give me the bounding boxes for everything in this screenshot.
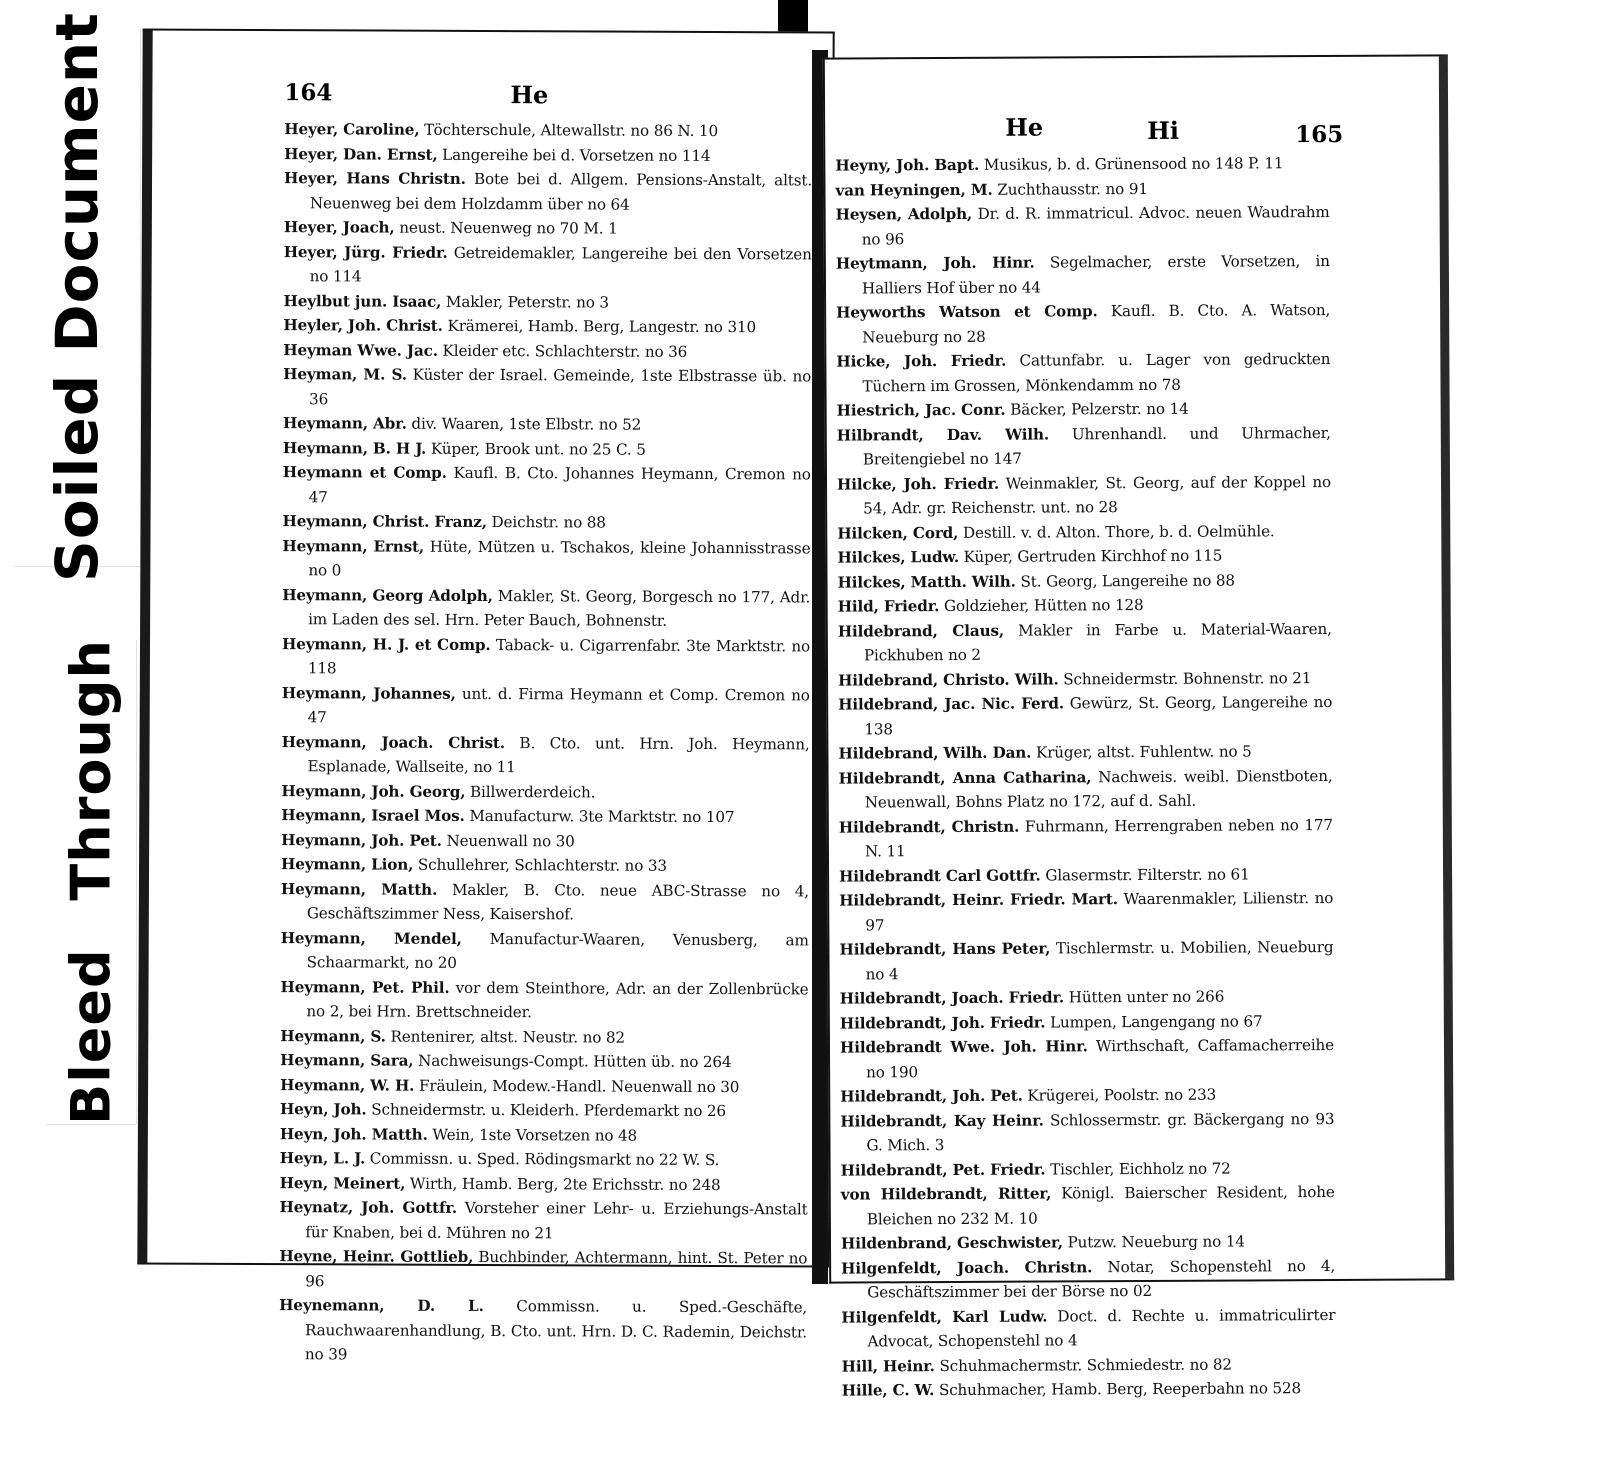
entry-details: unt. d. Firma Heymann et Comp. Cremon no 47: [307, 684, 810, 727]
directory-entry: [840, 1033, 1334, 1085]
entry-details: Lumpen, Langengang no 67: [1045, 1011, 1263, 1031]
entry-details: Makler in Farbe u. Material-Waaren, Pickhuben no 2: [863, 619, 1332, 665]
entry-details: Schuhmacher, Hamb. Berg, Reeperbahn no 528: [934, 1379, 1302, 1400]
entry-details: Krüger, altst. Fuhlentw. no 5: [1031, 742, 1252, 762]
entry-name: Hicke, Joh. Friedr.: [836, 351, 1007, 371]
entry-details: Nachweis. weibl. Dienstboten, Neuenwall, Bohns Platz no 172, auf d. Sahl.: [864, 766, 1333, 812]
directory-entry: [837, 567, 1331, 594]
entry-details: Küster der Israel. Gemeinde, 1ste Elbstrasse üb. no 36: [309, 365, 812, 408]
entry-name: Hilckes, Matth. Wilh.: [837, 572, 1016, 592]
directory-entry: [282, 509, 810, 536]
directory-entry: [280, 1073, 808, 1100]
directory-entry: [838, 592, 1332, 619]
entry-details: Goldzieher, Hütten no 128: [939, 595, 1144, 616]
entry-details: Schneidermstr. u. Kleiderh. Pferdemarkt no 26: [366, 1100, 727, 1121]
entry-details: Gewürz, St. Georg, Langereihe no 138: [864, 692, 1333, 738]
left-running-head: He: [510, 80, 549, 110]
entry-name: Hilcken, Cord,: [837, 523, 959, 543]
entry-name: Heymann, Mendel,: [280, 928, 462, 948]
entry-name: Heysen, Adolph,: [835, 204, 973, 224]
directory-entry: [284, 117, 812, 144]
right-running-head-left: He: [1005, 112, 1044, 142]
entry-name: Heymann, Lion,: [281, 855, 414, 874]
entry-name: Hildebrandt, Christn.: [838, 817, 1020, 837]
directory-entry: [836, 347, 1330, 399]
directory-entry: [284, 215, 812, 242]
entry-name: Heyer, Hans Christn.: [284, 169, 466, 188]
entry-name: Heymann, Abr.: [282, 414, 407, 433]
directory-entry: [284, 166, 812, 217]
entry-details: Schneidermstr. Bohnenstr. no 21: [1058, 668, 1312, 688]
entry-name: Heyn, Joh.: [279, 1100, 367, 1119]
entry-name: Heynemann, D. L.: [279, 1296, 484, 1315]
entry-name: Heymann, W. H.: [280, 1075, 415, 1095]
entry-details: Langereihe bei d. Vorsetzen no 114: [437, 145, 711, 165]
entry-details: Makler, St. Georg, Borgesch no 177, Adr. im Laden des sel. Hrn. Peter Bauch, Bohnenstr.: [308, 586, 811, 630]
entry-name: Hildebrandt, Heinr. Friedr. Mart.: [839, 890, 1118, 910]
directory-entry: [280, 1171, 808, 1198]
entry-details: Schullehrer, Schlachterstr. no 33: [413, 855, 667, 875]
entry-details: Schuhmachermstr. Schmiedestr. no 82: [934, 1355, 1232, 1375]
entry-name: Hild, Friedr.: [837, 597, 940, 616]
left-entry-list: [279, 117, 812, 1369]
entry-details: Kaufl. B. Cto. A. Watson, Neueburg no 28: [862, 300, 1331, 346]
directory-entry: [839, 763, 1333, 815]
entry-name: Heytmann, Joh. Hinr.: [835, 253, 1035, 273]
entry-details: Königl. Baierscher Resident, hohe Bleichen no 232 M. 10: [866, 1182, 1335, 1228]
entry-details: Taback- u. Cigarrenfabr. 3te Marktstr. no 118: [307, 635, 811, 678]
directory-entry: [838, 665, 1332, 692]
directory-entry: [839, 886, 1333, 938]
entry-name: Heymann, Johannes,: [281, 683, 456, 703]
directory-entry: [836, 200, 1330, 252]
directory-entry: [842, 1351, 1336, 1378]
entry-name: Heylbut jun. Isaac,: [283, 291, 442, 311]
entry-details: Fräulein, Modew.-Handl. Neuenwall no 30: [414, 1076, 740, 1096]
entry-details: Wein, 1ste Vorsetzen no 48: [427, 1125, 638, 1145]
directory-entry: [280, 1024, 808, 1051]
entry-details: Fuhrmann, Herrengraben neben no 177 N. 11: [864, 815, 1333, 861]
entry-name: Heymann, Matth.: [280, 879, 438, 899]
entry-name: Heymann, S.: [280, 1026, 386, 1046]
entry-name: Hildebrand, Claus,: [837, 621, 1005, 641]
entry-name: Heymann, H. J. et Comp.: [281, 634, 491, 654]
directory-entry: [836, 298, 1330, 350]
directory-entry: [837, 420, 1331, 472]
directory-entry: [840, 1008, 1334, 1035]
directory-entry: [841, 1155, 1335, 1182]
entry-name: Heyer, Joach,: [283, 218, 395, 237]
entry-details: Destill. v. d. Alton. Thore, b. d. Oelmühle.: [958, 521, 1275, 542]
directory-entry: [284, 240, 812, 291]
entry-details: Makler, Peterstr. no 3: [441, 292, 610, 312]
entry-name: Hilgenfeldt, Joach. Christn.: [841, 1257, 1093, 1278]
entry-details: div. Waaren, 1ste Elbstr. no 52: [406, 414, 642, 434]
entry-details: vor dem Steinthore, Adr. an der Zollenbrücke no 2, bei Hrn. Brettschneider.: [306, 978, 809, 1022]
directory-entry: [280, 975, 808, 1026]
entry-details: Krämerei, Hamb. Berg, Langestr. no 310: [442, 316, 757, 337]
directory-entry: [280, 1097, 808, 1124]
entry-details: Notar, Schopenstehl no 4, Geschäftszimmer bei der Börse no 02: [867, 1256, 1336, 1302]
entry-details: Dr. d. R. immatricul. Advoc. neuen Waudrahm no 96: [861, 202, 1330, 248]
entry-details: Nachweisungs-Compt. Hütten üb. no 264: [413, 1051, 732, 1072]
entry-details: Manufacturw. 3te Marktstr. no 107: [464, 806, 735, 827]
entry-name: Heyer, Caroline,: [284, 120, 420, 139]
entry-name: Heyman, M. S.: [283, 365, 407, 384]
entry-details: Doct. d. Rechte u. immatriculirter Advocat, Schopenstehl no 4: [867, 1305, 1336, 1351]
bleed-through-label: Bleed Through: [59, 639, 123, 1125]
bleed-through-tab: [46, 640, 136, 1124]
entry-name: Hildebrand, Jac. Nic. Ferd.: [838, 694, 1065, 714]
entry-name: Heymann, Ernst,: [282, 536, 425, 556]
entry-details: Glasermstr. Filterstr. no 61: [1040, 864, 1250, 885]
right-page: [823, 54, 1454, 1400]
directory-entry: [282, 534, 810, 585]
entry-name: Hildebrandt Carl Gottfr.: [839, 866, 1041, 886]
entry-details: Töchterschule, Altewallstr. no 86 N. 10: [419, 120, 719, 141]
directory-entry: [283, 460, 811, 511]
directory-entry: [283, 436, 811, 463]
directory-entry: [281, 828, 809, 855]
entry-details: Commissn. u. Sped. Rödingsmarkt no 22 W. S.: [365, 1149, 720, 1170]
entry-details: Billwerderdeich.: [465, 782, 596, 801]
directory-entry: [841, 1302, 1335, 1354]
directory-entry: [281, 852, 809, 879]
entry-name: Heymann, Christ. Franz,: [282, 512, 487, 532]
right-running-head-right: Hi: [1147, 115, 1180, 145]
left-page-number: 164: [284, 79, 333, 107]
entry-name: von Hildebrandt, Ritter,: [840, 1184, 1052, 1204]
entry-details: Tischler, Eichholz no 72: [1045, 1159, 1231, 1178]
directory-entry: [841, 1253, 1335, 1305]
entry-name: Heynatz, Joh. Gottfr.: [279, 1198, 458, 1217]
entry-name: Hildenbrand, Geschwister,: [840, 1233, 1063, 1253]
left-page: [137, 28, 834, 1364]
entry-name: Heymann, Joh. Georg,: [281, 781, 466, 801]
entry-details: Uhrenhandl. und Uhrmacher, Breitengiebel no 147: [862, 423, 1331, 469]
soiled-document-tab: [14, 12, 140, 582]
entry-details: Commissn. u. Sped.-Geschäfte, Rauchwaarenhandlung, B. Cto. unt. Hrn. D. C. Rademin, Deichstr. no 39: [304, 1296, 808, 1364]
entry-name: Heymann et Comp.: [282, 463, 447, 482]
entry-details: Segelmacher, erste Vorsetzen, in Halliers Hof über no 44: [861, 251, 1330, 297]
entry-details: Hüte, Mützen u. Tschakos, kleine Johannisstrasse no 0: [308, 537, 811, 580]
entry-name: Hilbrandt, Dav. Wilh.: [836, 424, 1050, 445]
entry-name: Hildebrandt, Pet. Friedr.: [840, 1159, 1046, 1180]
entry-details: Getreidemakler, Langereihe bei den Vorsetzen no 114: [309, 243, 812, 286]
directory-entry: [283, 362, 811, 413]
directory-entry: [841, 1180, 1335, 1232]
entry-details: Bote bei d. Allgem. Pensions-Anstalt, altst. Neuenweg bei dem Holzdamm über no 64: [309, 169, 813, 214]
directory-entry: [283, 313, 811, 340]
directory-entry: [840, 1082, 1334, 1109]
entry-name: Heyn, L. J.: [279, 1149, 366, 1168]
directory-entry: [835, 151, 1329, 178]
entry-name: Hildebrandt, Anna Catharina,: [838, 767, 1092, 788]
directory-entry: [280, 1122, 808, 1149]
entry-name: Heymann, Israel Mos.: [281, 806, 465, 825]
directory-entry: [281, 877, 809, 928]
entry-details: Krügerei, Poolstr. no 233: [1022, 1085, 1217, 1105]
right-page-number: 165: [1295, 120, 1344, 149]
directory-entry: [838, 616, 1332, 668]
directory-entry: [283, 338, 811, 365]
entry-details: Zuchthausstr. no 91: [992, 179, 1148, 199]
directory-entry: [838, 739, 1332, 766]
entry-name: van Heyningen, M.: [835, 180, 993, 200]
directory-entry: [835, 175, 1329, 202]
directory-entry: [840, 1106, 1334, 1158]
entry-details: Tischlermstr. u. Mobilien, Neueburg no 4: [865, 937, 1334, 983]
entry-name: Hille, C. W.: [841, 1381, 935, 1400]
entry-details: Schlossermstr. gr. Bäckergang no 93 G. Mich. 3: [866, 1109, 1335, 1155]
entry-name: Hildebrandt, Hans Peter,: [839, 939, 1051, 959]
entry-name: Hildebrand, Wilh. Dan.: [838, 743, 1032, 763]
entry-name: Heymann, Joh. Pet.: [281, 830, 442, 850]
entry-name: Heymann, Pet. Phil.: [280, 977, 450, 997]
entry-details: Wirthschaft, Caffamacherreihe no 190: [866, 1035, 1335, 1081]
entry-name: Hildebrandt, Joach. Friedr.: [839, 988, 1065, 1008]
entry-details: Waarenmakler, Lilienstr. no 97: [865, 888, 1334, 934]
entry-name: Heymann, B. H J.: [282, 438, 427, 458]
entry-details: Wirth, Hamb. Berg, 2te Erichsstr. no 248: [405, 1174, 721, 1194]
directory-entry: [837, 469, 1331, 521]
directory-entry: [842, 1376, 1336, 1403]
entry-name: Heymann, Joach. Christ.: [281, 732, 506, 752]
entry-details: Küper, Gertruden Kirchhof no 115: [958, 546, 1223, 566]
entry-details: Rentenirer, altst. Neustr. no 82: [385, 1027, 625, 1047]
entry-name: Heyman Wwe. Jac.: [283, 340, 438, 360]
directory-entry: [283, 289, 811, 316]
entry-details: Kleider etc. Schlachterstr. no 36: [437, 341, 688, 361]
directory-entry: [280, 1048, 808, 1075]
directory-entry: [284, 142, 812, 169]
entry-name: Hilgenfeldt, Karl Ludw.: [841, 1306, 1048, 1327]
entry-name: Heyne, Heinr. Gottlieb,: [279, 1247, 474, 1266]
directory-entry: [841, 1229, 1335, 1256]
soiled-document-label: Soiled Document: [43, 12, 111, 582]
directory-entry: [279, 1244, 807, 1295]
entry-details: Cattunfabr. u. Lager von gedruckten Tüchern im Grossen, Mönkendamm no 78: [862, 349, 1331, 395]
directory-entry: [282, 583, 810, 634]
entry-name: Hildebrand, Christo. Wilh.: [838, 669, 1059, 690]
directory-entry: [839, 861, 1333, 888]
directory-entry: [836, 249, 1330, 301]
entry-name: Hildebrandt, Joh. Friedr.: [839, 1012, 1046, 1033]
entry-name: Heyn, Joh. Matth.: [279, 1124, 428, 1144]
directory-entry: [282, 681, 810, 732]
directory-entry: [279, 1195, 807, 1246]
directory-entry: [839, 935, 1333, 987]
entry-details: Vorsteher einer Lehr- u. Erziehungs-Anstalt für Knaben, bei d. Mühren no 21: [305, 1198, 808, 1242]
entry-details: Buchbinder, Achtermann, hint. St. Peter no 96: [305, 1247, 808, 1290]
entry-name: Heyworths Watson et Comp.: [836, 302, 1098, 322]
entry-name: Hilcke, Joh. Friedr.: [836, 474, 1000, 494]
entry-details: Putzw. Neueburg no 14: [1062, 1232, 1245, 1252]
entry-name: Hilckes, Ludw.: [837, 547, 959, 567]
directory-entry: [281, 803, 809, 830]
entry-details: Weinmakler, St. Georg, auf der Koppel no 54, Adr. gr. Reichenstr. unt. no 28: [863, 472, 1332, 518]
directory-entry: [281, 779, 809, 806]
entry-name: Heyny, Joh. Bapt.: [835, 155, 980, 175]
directory-entry: [838, 690, 1332, 742]
entry-name: Heyler, Joh. Christ.: [283, 316, 443, 335]
directory-entry: [282, 632, 810, 683]
entry-name: Heyer, Dan. Ernst,: [284, 144, 438, 164]
directory-entry: [837, 396, 1331, 423]
entry-name: Heyn, Meinert,: [279, 1173, 406, 1193]
directory-entry: [281, 730, 809, 781]
entry-details: Küper, Brook unt. no 25 C. 5: [426, 439, 646, 459]
directory-entry: [281, 926, 809, 977]
directory-entry: [837, 543, 1331, 570]
entry-details: Musikus, b. d. Grünensood no 148 P. 11: [979, 154, 1284, 174]
entry-name: Hildebrandt, Kay Heinr.: [840, 1111, 1044, 1131]
right-entry-list: [835, 151, 1336, 1403]
entry-details: B. Cto. unt. Hrn. Joh. Heymann, Esplanade, Wallseite, no 11: [307, 733, 810, 777]
entry-name: Heymann, Georg Adolph,: [282, 585, 493, 605]
entry-name: Hildebrandt, Joh. Pet.: [840, 1086, 1023, 1106]
entry-details: Deichstr. no 88: [486, 513, 606, 532]
directory-entry: [283, 411, 811, 438]
entry-details: Manufactur-Waaren, Venusberg, am Schaarmarkt, no 20: [306, 929, 809, 972]
directory-entry: [837, 518, 1331, 545]
directory-entry: [840, 984, 1334, 1011]
entry-details: Hütten unter no 266: [1063, 987, 1225, 1007]
entry-details: Bäcker, Pelzerstr. no 14: [1005, 399, 1189, 419]
entry-name: Hiestrich, Jac. Conr.: [836, 400, 1006, 420]
entry-details: neust. Neuenweg no 70 M. 1: [394, 218, 618, 238]
entry-details: Kaufl. B. Cto. Johannes Heymann, Cremon no 47: [308, 463, 811, 506]
entry-details: St. Georg, Langereihe no 88: [1015, 570, 1235, 591]
entry-name: Heymann, Sara,: [280, 1051, 414, 1070]
entry-details: Makler, B. Cto. neue ABC-Strasse no 4, Geschäftszimmer Ness, Kaisershof.: [306, 880, 809, 924]
directory-entry: [280, 1146, 808, 1173]
directory-entry: [839, 812, 1333, 864]
entry-name: Hill, Heinr.: [841, 1356, 935, 1376]
directory-entry: [279, 1293, 807, 1369]
entry-name: Hildebrandt Wwe. Joh. Hinr.: [839, 1037, 1088, 1057]
entry-details: Neuenwall no 30: [441, 831, 575, 850]
entry-name: Heyer, Jürg. Friedr.: [283, 242, 448, 262]
